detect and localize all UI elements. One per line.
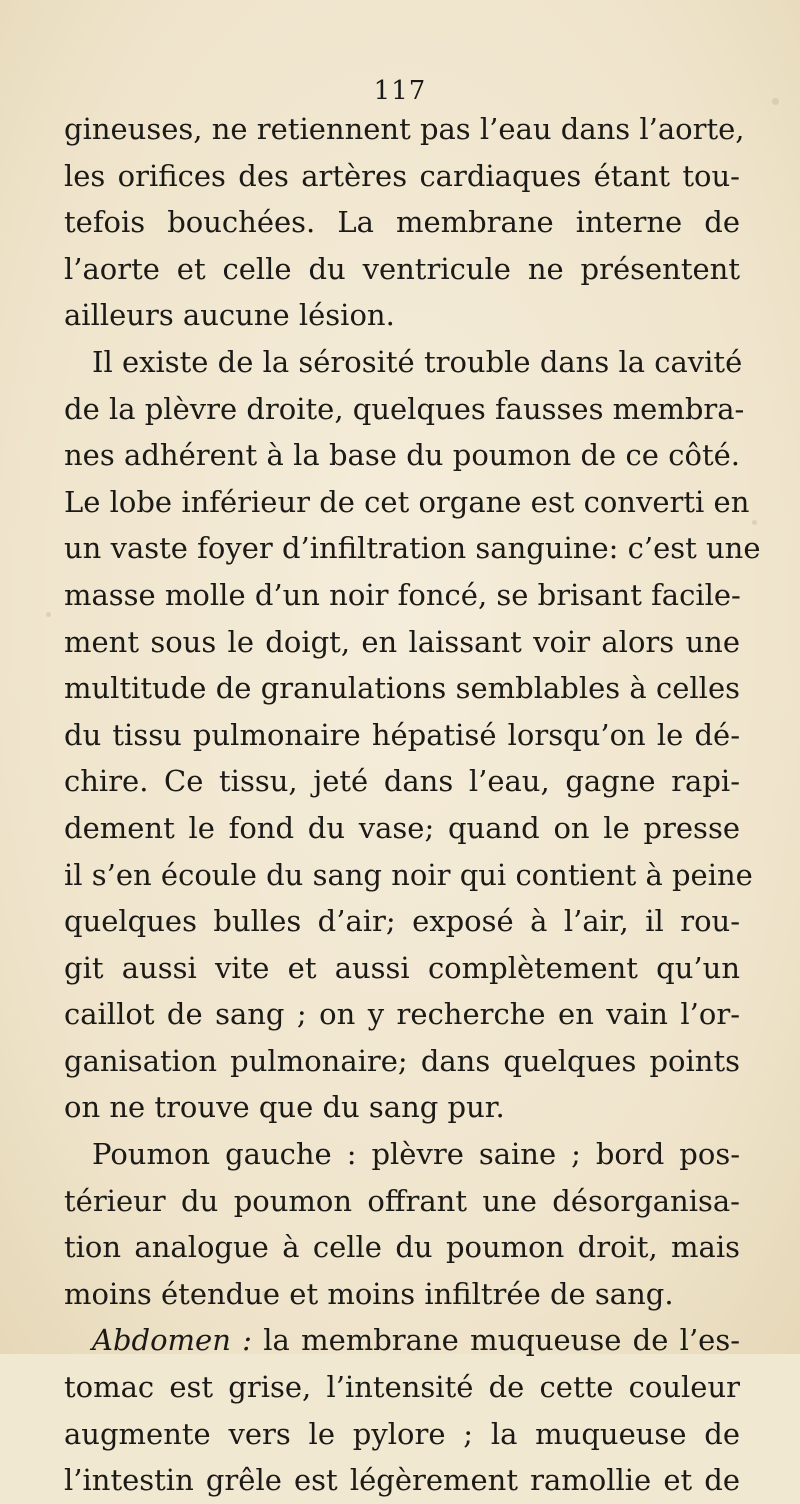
text-line: quelques bulles d’air; exposé à l’air, il rou-: [64, 904, 740, 939]
text-line: caillot de sang ; on y recherche en vain l’or-: [64, 997, 740, 1032]
body-text: [64, 106, 761, 1504]
text-line: l’intestin grêle est légèrement ramollie et de: [64, 1463, 740, 1498]
text-line: ailleurs aucune lésion.: [64, 298, 395, 333]
text-line: moins étendue et moins infiltrée de sang.: [64, 1276, 674, 1311]
paragraph-start-line: Il existe de la sérosité trouble dans la cavité: [92, 344, 743, 379]
text-line: térieur du poumon offrant une désorganisa-: [64, 1183, 740, 1218]
text-line: un vaste foyer d’infiltration sanguine: c’est une: [64, 531, 761, 566]
text-line: git aussi vite et aussi complètement qu’un: [64, 950, 740, 985]
abdomen-heading: Abdomen :: [92, 1323, 252, 1358]
text-line: ment sous le doigt, en laissant voir alors une: [64, 624, 740, 659]
paragraph-start-line: Poumon gauche : plèvre saine ; bord pos-: [92, 1137, 740, 1172]
text-line: multitude de granulations semblables à celles: [64, 671, 740, 706]
text-line: gineuses, ne retiennent pas l’eau dans l’aorte,: [64, 112, 745, 146]
text-line: du tissu pulmonaire hépatisé lorsqu’on le dé-: [64, 717, 740, 752]
text-line: chire. Ce tissu, jeté dans l’eau, gagne rapi-: [64, 764, 740, 799]
text-line-remainder: la membrane muqueuse de l’es-: [263, 1323, 741, 1358]
text-line: de la plèvre droite, quelques fausses membra-: [64, 391, 745, 426]
text-line: les orifices des artères cardiaques étant tou-: [64, 158, 740, 193]
text-line: on ne trouve que du sang pur.: [64, 1090, 505, 1125]
text-line: augmente vers le pylore ; la muqueuse de: [64, 1416, 740, 1451]
text-line: ganisation pulmonaire; dans quelques points: [64, 1043, 740, 1078]
text-line: nes adhérent à la base du poumon de ce côté.: [64, 438, 740, 473]
text-line: Le lobe inférieur de cet organe est converti en: [64, 484, 750, 519]
text-line: l’aorte et celle du ventricule ne présentent: [64, 251, 740, 286]
text-line: masse molle d’un noir foncé, se brisant facile-: [64, 577, 741, 612]
paragraph-start-line: [64, 1317, 740, 1364]
text-line: il s’en écoule du sang noir qui contient à peine: [64, 857, 753, 892]
paper-stain: [752, 520, 757, 525]
text-line: tion analogue à celle du poumon droit, mais: [64, 1230, 740, 1265]
text-line: dement le fond du vase; quand on le presse: [64, 810, 740, 845]
page-number: 117: [373, 76, 427, 106]
paper-stain: [46, 612, 51, 617]
text-line: tomac est grise, l’intensité de cette couleur: [64, 1370, 740, 1405]
text-line: tefois bouchées. La membrane interne de: [64, 205, 740, 240]
